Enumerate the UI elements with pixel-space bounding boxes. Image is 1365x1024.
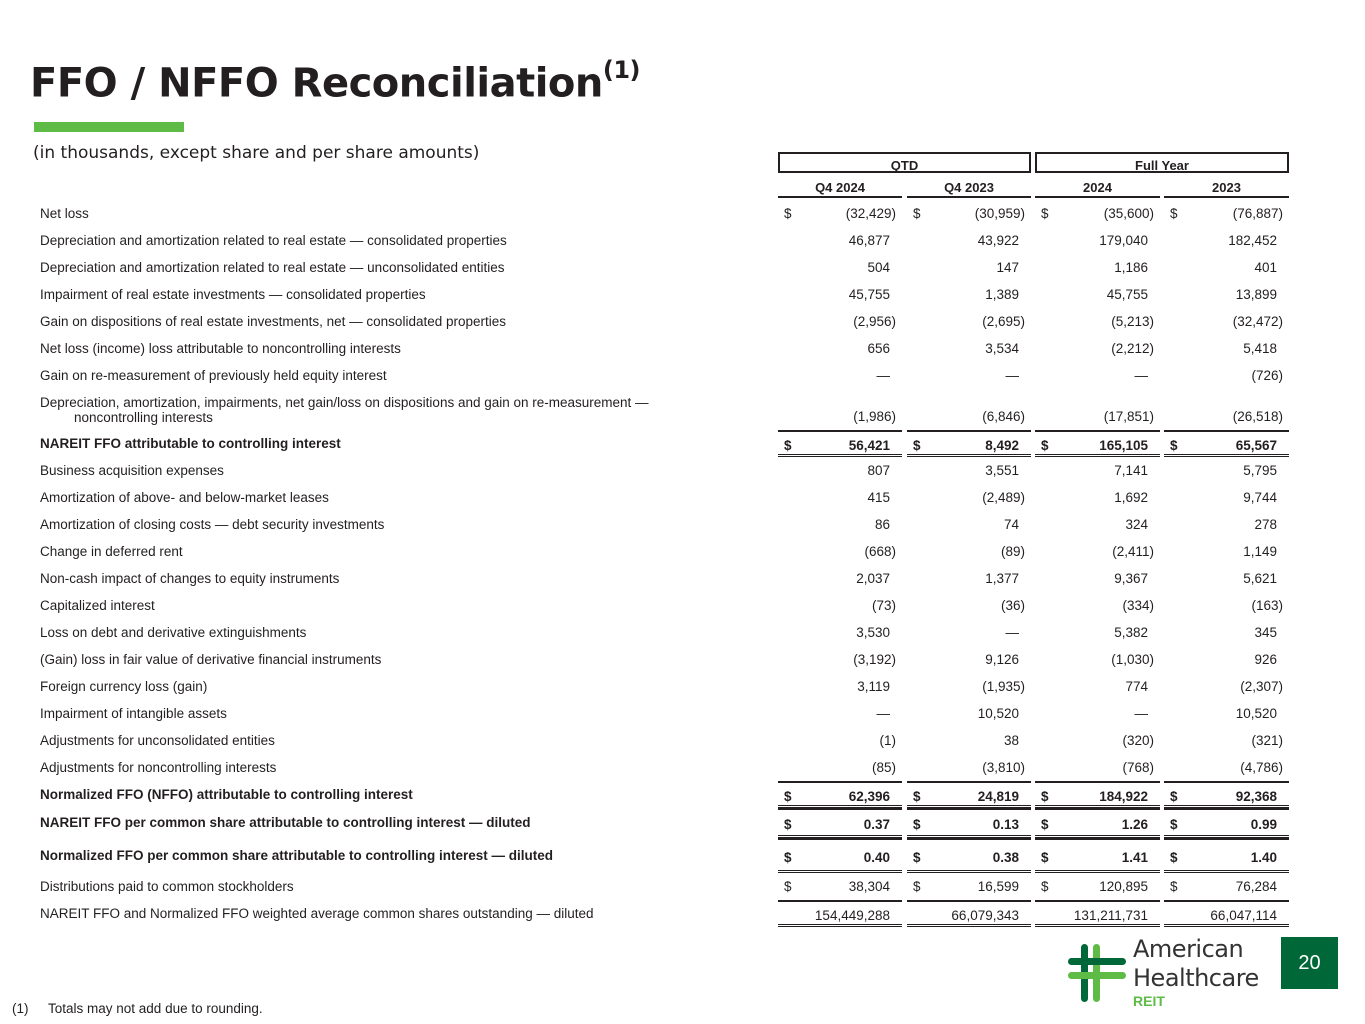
table-cell: (2,695)	[982, 314, 1025, 329]
row-label: Impairment of intangible assets	[40, 706, 227, 721]
table-cell: 1,186	[1114, 260, 1148, 275]
table-cell: (334)	[1122, 598, 1154, 613]
table-cell: 182,452	[1228, 233, 1277, 248]
table-cell: 345	[1254, 625, 1277, 640]
table-cell: 1,389	[985, 287, 1019, 302]
table-row	[0, 457, 1365, 484]
table-cell: 86	[874, 517, 890, 532]
row-label: Impairment of real estate investments — consolidated properties	[40, 287, 426, 302]
row-label: Adjustments for noncontrolling interests	[40, 760, 277, 775]
table-cell: (668)	[864, 544, 896, 559]
table-cell: 324	[1125, 517, 1148, 532]
table-cell: (3,192)	[853, 652, 896, 667]
table-cell: (1)	[879, 733, 896, 748]
table-cell: (1,935)	[982, 679, 1025, 694]
table-cell: —	[876, 706, 890, 721]
row-label: Foreign currency loss (gain)	[40, 679, 208, 694]
row-label: Distributions paid to common stockholders	[40, 879, 294, 894]
col-header-q4-2024: Q4 2024	[778, 178, 902, 198]
table-cell: $ 8,492	[907, 430, 1031, 457]
table-cell: $ 0.40	[778, 838, 902, 873]
table-cell: 38	[1003, 733, 1019, 748]
logo-wordmark: American Healthcare	[1133, 935, 1259, 992]
table-cell: (73)	[871, 598, 896, 613]
table-cell: 926	[1254, 652, 1277, 667]
table-cell: 45,755	[848, 287, 890, 302]
row-label: Net loss	[40, 206, 89, 221]
row-label: Change in deferred rent	[40, 544, 183, 559]
page-number: 20	[1281, 937, 1338, 989]
table-cell: 3,119	[857, 679, 890, 694]
table-cell: $ (35,600)	[1041, 206, 1154, 221]
table-cell: $ 1.26	[1035, 808, 1160, 838]
table-cell: 5,795	[1243, 463, 1277, 478]
table-cell: $ 92,368	[1164, 781, 1289, 808]
table-cell: $ 62,396	[778, 781, 902, 808]
table-cell: (2,956)	[853, 314, 896, 329]
table-row	[0, 281, 1365, 308]
row-label: Adjustments for unconsolidated entities	[40, 733, 275, 748]
table-cell: (89)	[1000, 544, 1025, 559]
table-cell: $ 1.41	[1035, 838, 1160, 873]
table-cell: 46,877	[848, 233, 890, 248]
row-label: Capitalized interest	[40, 598, 155, 613]
table-cell: $ 0.99	[1164, 808, 1289, 838]
table-cell: (2,212)	[1111, 341, 1154, 356]
page-title: FFO / NFFO Reconciliation$^{(1)}$	[30, 56, 641, 107]
table-cell: $ 24,819	[907, 781, 1031, 808]
table-cell: 154,449,288	[778, 900, 902, 927]
row-label: Normalized FFO per common share attributable to controlling interest — diluted	[40, 848, 554, 863]
table-cell: 1,692	[1114, 490, 1148, 505]
qtd-group-header: QTD	[778, 152, 1031, 173]
table-cell: (320)	[1122, 733, 1154, 748]
table-cell: $ 65,567	[1164, 430, 1289, 457]
table-cell: 66,047,114	[1164, 900, 1289, 927]
table-cell: $ (30,959)	[913, 206, 1025, 221]
table-cell: 10,520	[977, 706, 1019, 721]
table-row	[0, 781, 1365, 808]
table-cell: 13,899	[1235, 287, 1277, 302]
table-cell: 656	[867, 341, 890, 356]
table-cell: 278	[1254, 517, 1277, 532]
table-row	[0, 254, 1365, 281]
table-cell: 45,755	[1106, 287, 1148, 302]
table-row	[0, 200, 1365, 227]
table-cell: 66,079,343	[907, 900, 1031, 927]
table-row	[0, 673, 1365, 700]
table-cell: 3,551	[985, 463, 1019, 478]
table-cell: 774	[1125, 679, 1148, 694]
table-row	[0, 727, 1365, 754]
table-cell: —	[1005, 368, 1019, 383]
table-cell: (163)	[1251, 598, 1283, 613]
table-row	[0, 511, 1365, 538]
table-cell: —	[1134, 368, 1148, 383]
table-cell: 179,040	[1099, 233, 1148, 248]
row-label: NAREIT FFO per common share attributable to controlling interest — diluted	[40, 815, 531, 830]
row-label: (Gain) loss in fair value of derivative financial instruments	[40, 652, 382, 667]
row-label: Amortization of above- and below-market leases	[40, 490, 329, 505]
table-cell: 1,149	[1243, 544, 1277, 559]
table-row	[0, 308, 1365, 335]
table-cell: 43,922	[977, 233, 1019, 248]
row-label: Business acquisition expenses	[40, 463, 224, 478]
row-label: NAREIT FFO attributable to controlling interest	[40, 436, 341, 451]
table-cell: 9,744	[1243, 490, 1277, 505]
row-label: Gain on dispositions of real estate investments, net — consolidated properties	[40, 314, 507, 329]
table-row	[0, 565, 1365, 592]
table-cell: (768)	[1122, 760, 1154, 775]
table-row	[0, 646, 1365, 673]
logo-reit: REIT	[1133, 993, 1165, 1009]
table-cell: 74	[1003, 517, 1019, 532]
table-cell: 7,141	[1114, 463, 1148, 478]
table-row	[0, 484, 1365, 511]
table-cell: 147	[996, 260, 1019, 275]
table-cell: —	[1134, 706, 1148, 721]
table-row	[0, 808, 1365, 838]
table-cell: (85)	[871, 760, 896, 775]
table-cell: (36)	[1000, 598, 1025, 613]
row-label: Depreciation and amortization related to real estate — unconsolidated entities	[40, 260, 505, 275]
table-cell: (1,030)	[1111, 652, 1154, 667]
table-cell: 5,418	[1243, 341, 1277, 356]
table-cell: 131,211,731	[1035, 900, 1160, 927]
table-cell: 415	[867, 490, 890, 505]
table-row	[0, 592, 1365, 619]
table-row	[0, 538, 1365, 565]
table-cell: 2,037	[856, 571, 890, 586]
table-cell: 10,520	[1235, 706, 1277, 721]
table-cell: 5,382	[1114, 625, 1148, 640]
table-cell: $ (76,887)	[1170, 206, 1283, 221]
table-row	[0, 838, 1365, 873]
table-cell: 1,377	[985, 571, 1019, 586]
row-label: Non-cash impact of changes to equity instruments	[40, 571, 340, 586]
col-header-2024: 2024	[1035, 178, 1160, 198]
table-cell: 401	[1254, 260, 1277, 275]
table-cell: $ 120,895	[1041, 879, 1148, 894]
table-row	[0, 362, 1365, 389]
table-cell: $ 56,421	[778, 430, 902, 457]
table-cell: 9,367	[1114, 571, 1148, 586]
table-cell: —	[1005, 625, 1019, 640]
table-row	[0, 900, 1365, 927]
table-cell: (2,307)	[1240, 679, 1283, 694]
row-label: Amortization of closing costs — debt security investments	[40, 517, 385, 532]
title-accent-bar	[34, 122, 184, 132]
table-cell: 5,621	[1243, 571, 1277, 586]
table-cell: $ 1.40	[1164, 838, 1289, 873]
table-row	[0, 335, 1365, 362]
table-cell: (1,986)	[853, 409, 896, 424]
row-label: Gain on re-measurement of previously held equity interest	[40, 368, 387, 383]
table-cell: (4,786)	[1240, 760, 1283, 775]
row-label: NAREIT FFO and Normalized FFO weighted average common shares outstanding — diluted	[40, 906, 594, 921]
table-cell: (2,411)	[1112, 544, 1154, 559]
table-cell: $ 76,284	[1170, 879, 1277, 894]
row-label: Depreciation and amortization related to real estate — consolidated properties	[40, 233, 507, 248]
table-row	[0, 430, 1365, 457]
table-cell: $ 38,304	[784, 879, 890, 894]
table-cell: —	[876, 368, 890, 383]
units-note: (in thousands, except share and per share amounts)	[33, 143, 480, 163]
table-cell: $ (32,429)	[784, 206, 896, 221]
table-cell: 807	[867, 463, 890, 478]
full-year-group-header: Full Year	[1035, 152, 1289, 173]
row-label: Loss on debt and derivative extinguishments	[40, 625, 307, 640]
footnote: (1) Totals may not add due to rounding.	[12, 1001, 263, 1016]
table-cell: (26,518)	[1232, 409, 1283, 424]
table-cell: (5,213)	[1111, 314, 1154, 329]
table-cell: 3,530	[856, 625, 890, 640]
table-row	[0, 227, 1365, 254]
table-row	[0, 389, 1365, 430]
table-cell: (321)	[1251, 733, 1283, 748]
row-label: Normalized FFO (NFFO) attributable to controlling interest	[40, 787, 413, 802]
table-cell: $ 165,105	[1035, 430, 1160, 457]
table-row	[0, 619, 1365, 646]
table-row	[0, 700, 1365, 727]
table-cell: $ 184,922	[1035, 781, 1160, 808]
table-row	[0, 873, 1365, 900]
row-label: Net loss (income) loss attributable to noncontrolling interests	[40, 341, 401, 356]
table-cell: $ 16,599	[913, 879, 1019, 894]
col-header-2023: 2023	[1164, 178, 1289, 198]
table-cell: (32,472)	[1232, 314, 1283, 329]
table-cell: (2,489)	[982, 490, 1025, 505]
row-label: Depreciation, amortization, impairments, net gain/loss on dispositions and gain on re-measurement — noncontrolling interests	[40, 395, 649, 425]
table-cell: $ 0.38	[907, 838, 1031, 873]
table-cell: 3,534	[985, 341, 1019, 356]
table-row	[0, 754, 1365, 781]
table-cell: (17,851)	[1103, 409, 1154, 424]
table-cell: $ 0.37	[778, 808, 902, 838]
title-footnote-marker: (1)	[602, 56, 641, 84]
table-cell: (726)	[1251, 368, 1283, 383]
col-header-q4-2023: Q4 2023	[907, 178, 1031, 198]
table-cell: 9,126	[985, 652, 1019, 667]
table-cell: (3,810)	[982, 760, 1025, 775]
table-cell: (6,846)	[982, 409, 1025, 424]
table-cell: $ 0.13	[907, 808, 1031, 838]
table-cell: 504	[867, 260, 890, 275]
